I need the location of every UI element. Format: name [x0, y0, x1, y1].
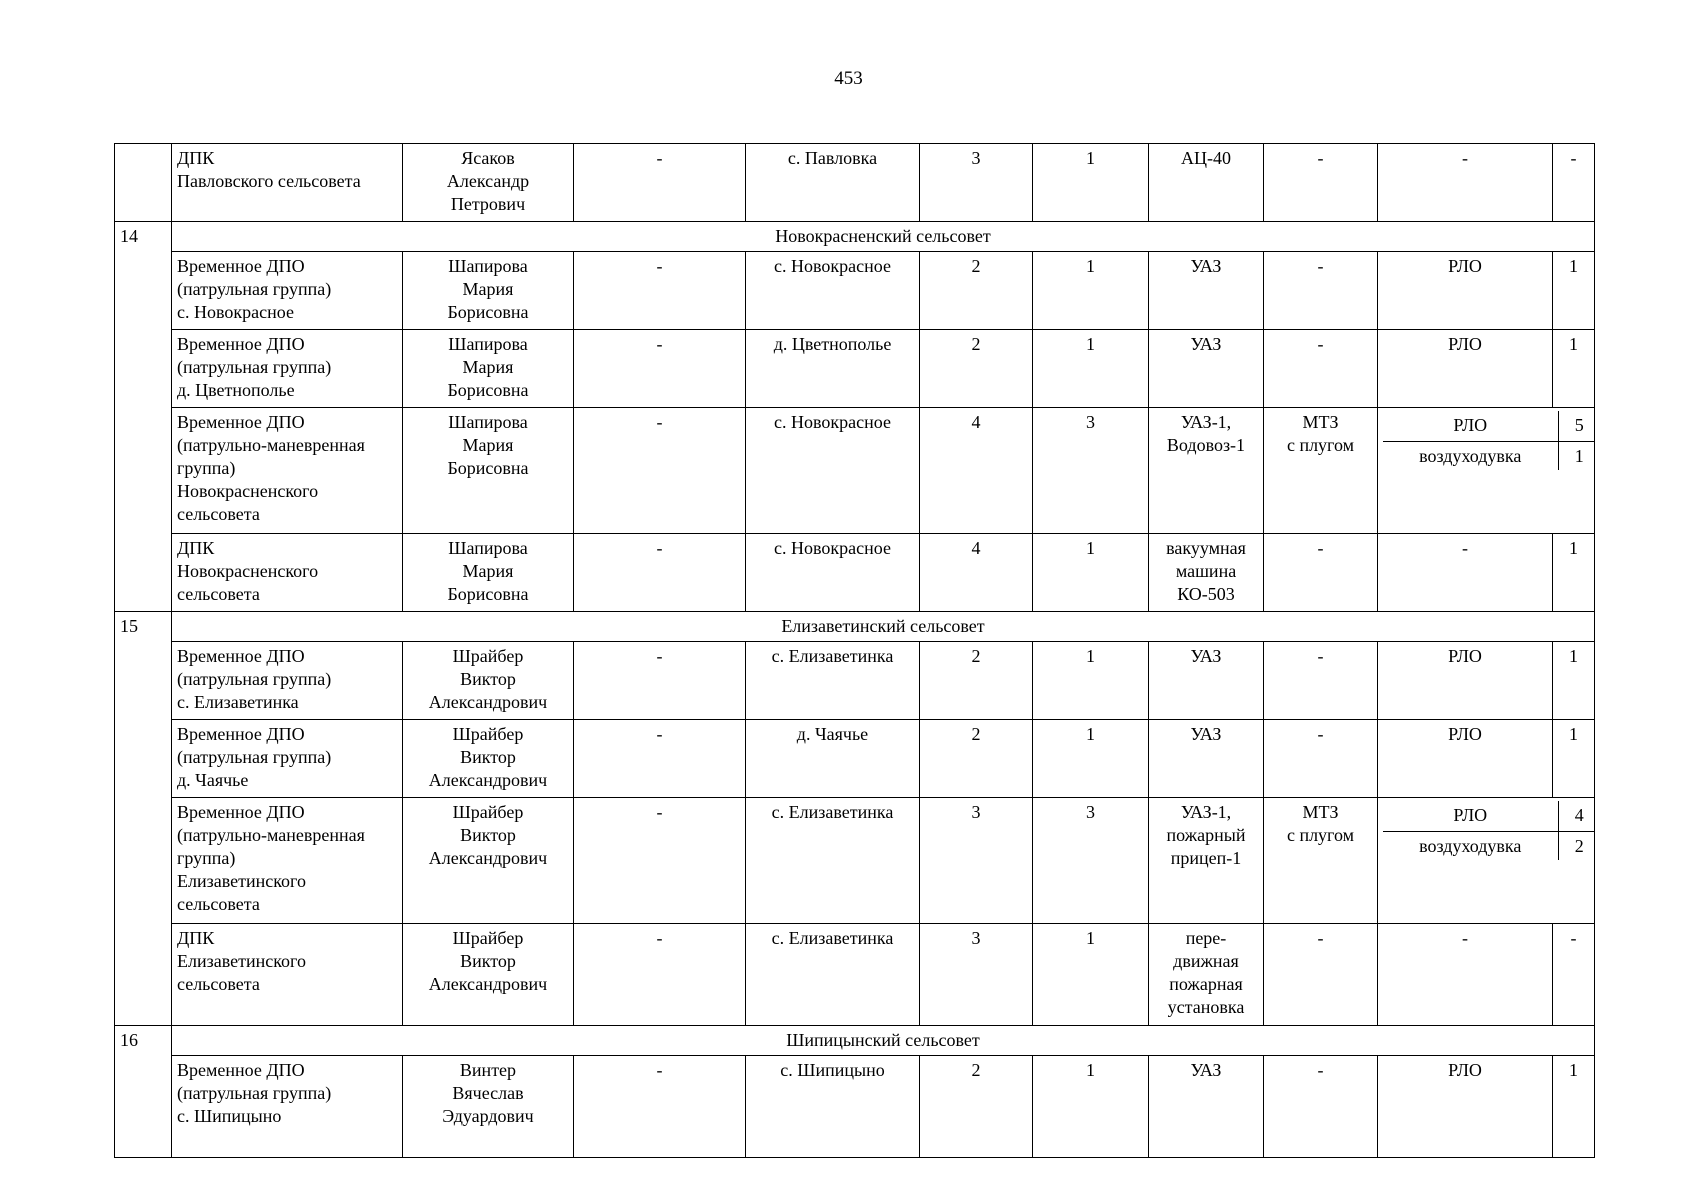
extra-equipment-line: -	[1317, 538, 1324, 558]
equipment-name-cell: РЛО	[1378, 642, 1553, 720]
dash-cell: -	[574, 798, 746, 924]
unit-name-line: д. Цветнополье	[177, 380, 295, 400]
unit-name-line: Временное ДПО	[177, 256, 305, 276]
head-name-line: Виктор	[460, 747, 516, 767]
equipment-name-cell: воздуходувка	[1383, 441, 1558, 470]
extra-equipment-cell	[1264, 642, 1378, 720]
head-name-line: Борисовна	[447, 380, 529, 400]
head-name-cell	[403, 534, 574, 612]
row-number-cell: 14	[115, 222, 172, 612]
dash-cell: -	[574, 252, 746, 330]
people-count-cell: 4	[920, 408, 1033, 534]
vehicle-type-cell	[1149, 144, 1264, 222]
equipment-subtable	[1383, 411, 1595, 470]
extra-equipment-cell	[1264, 408, 1378, 534]
vehicle-type-line: УАЗ-1,	[1180, 412, 1232, 432]
equipment-name-cell: РЛО	[1383, 411, 1558, 441]
head-name-line: Борисовна	[447, 458, 529, 478]
table-row	[115, 408, 1595, 534]
table-row	[115, 924, 1595, 1026]
equipment-name-cell: воздуходувка	[1383, 831, 1558, 860]
dash-cell: -	[574, 1056, 746, 1158]
extra-equipment-cell	[1264, 1056, 1378, 1158]
unit-name-line: (патрульно-маневренная	[177, 435, 365, 455]
head-name-line: Александрович	[428, 692, 548, 712]
unit-name-cell	[172, 642, 403, 720]
section-title: Шипицынский сельсовет	[172, 1026, 1595, 1056]
equipment-name-cell: РЛО	[1378, 720, 1553, 798]
vehicle-type-line: КО-503	[1177, 584, 1235, 604]
unit-name-line: с. Елизаветинка	[177, 692, 299, 712]
unit-name-cell	[172, 330, 403, 408]
section-row	[115, 612, 1595, 642]
head-name-cell	[403, 252, 574, 330]
head-name-line: Шапирова	[448, 334, 528, 354]
unit-name-line: группа)	[177, 458, 236, 478]
dash-cell: -	[574, 642, 746, 720]
unit-name-line: Новокрасненского	[177, 561, 319, 581]
equipment-name-cell: -	[1378, 924, 1553, 1026]
head-name-line: Петрович	[450, 194, 526, 214]
unit-name-line: Новокрасненского	[177, 481, 319, 501]
unit-name-cell	[172, 144, 403, 222]
head-name-line: Мария	[462, 279, 514, 299]
equipment-name-cell: РЛО	[1378, 330, 1553, 408]
unit-name-line: (патрульная группа)	[177, 1083, 332, 1103]
unit-name-line: Временное ДПО	[177, 724, 305, 744]
vehicle-type-cell	[1149, 1056, 1264, 1158]
vehicle-type-cell	[1149, 252, 1264, 330]
vehicle-type-cell	[1149, 924, 1264, 1026]
head-name-line: Мария	[462, 561, 514, 581]
equipment-qty-cell: -	[1553, 924, 1595, 1026]
equipment-row	[1383, 801, 1595, 831]
vehicle-count-cell: 1	[1033, 330, 1149, 408]
head-name-line: Мария	[462, 357, 514, 377]
dash-cell: -	[574, 720, 746, 798]
unit-name-line: Павловского сельсовета	[177, 171, 361, 191]
unit-name-cell	[172, 408, 403, 534]
table-row	[115, 144, 1595, 222]
head-name-line: Виктор	[460, 669, 516, 689]
people-count-cell: 2	[920, 1056, 1033, 1158]
vehicle-count-cell: 1	[1033, 924, 1149, 1026]
head-name-line: Борисовна	[447, 302, 529, 322]
extra-equipment-line: МТЗ	[1302, 412, 1339, 432]
extra-equipment-line: МТЗ	[1302, 802, 1339, 822]
people-count-cell: 2	[920, 720, 1033, 798]
unit-name-line: сельсовета	[177, 894, 260, 914]
vehicle-type-line: УАЗ	[1190, 646, 1222, 666]
row-number-cell	[115, 144, 172, 222]
vehicle-type-line: пере-	[1185, 928, 1227, 948]
equipment-qty-cell: 1	[1553, 534, 1595, 612]
unit-name-line: (патрульно-маневренная	[177, 825, 365, 845]
unit-name-cell	[172, 1056, 403, 1158]
vehicle-type-line: УАЗ-1,	[1180, 802, 1232, 822]
extra-equipment-line: -	[1317, 646, 1324, 666]
equipment-name-cell: РЛО	[1378, 1056, 1553, 1158]
location-cell: с. Елизаветинка	[746, 642, 920, 720]
unit-name-cell	[172, 534, 403, 612]
people-count-cell: 3	[920, 798, 1033, 924]
head-name-line: Виктор	[460, 825, 516, 845]
vehicle-type-line: вакуумная	[1166, 538, 1246, 558]
vehicle-type-line: УАЗ	[1190, 256, 1222, 276]
head-name-cell	[403, 1056, 574, 1158]
vehicle-count-cell: 3	[1033, 798, 1149, 924]
table-body	[115, 144, 1595, 1158]
extra-equipment-cell	[1264, 720, 1378, 798]
unit-name-line: Елизаветинского	[177, 871, 306, 891]
location-cell: с. Новокрасное	[746, 534, 920, 612]
extra-equipment-line: -	[1317, 928, 1324, 948]
equipment-qty-cell: 1	[1553, 642, 1595, 720]
table-row	[115, 798, 1595, 924]
location-cell: с. Новокрасное	[746, 408, 920, 534]
people-count-cell: 2	[920, 642, 1033, 720]
unit-name-line: Елизаветинского	[177, 951, 306, 971]
table-row	[115, 720, 1595, 798]
head-name-line: Шапирова	[448, 412, 528, 432]
vehicle-type-line: установка	[1167, 997, 1245, 1017]
equipment-qty-cell: 1	[1553, 720, 1595, 798]
location-cell: д. Чаячье	[746, 720, 920, 798]
unit-name-line: ДПК	[177, 148, 215, 168]
extra-equipment-cell	[1264, 924, 1378, 1026]
head-name-line: Александр	[446, 171, 530, 191]
people-count-cell: 3	[920, 924, 1033, 1026]
equipment-qty-cell: 1	[1553, 330, 1595, 408]
head-name-line: Александрович	[428, 848, 548, 868]
unit-name-line: (патрульная группа)	[177, 669, 332, 689]
unit-name-line: ДПК	[177, 928, 215, 948]
unit-name-line: Временное ДПО	[177, 412, 305, 432]
equipment-qty-cell: 5	[1558, 411, 1595, 441]
row-number-cell: 15	[115, 612, 172, 1026]
unit-name-line: сельсовета	[177, 584, 260, 604]
unit-name-line: Временное ДПО	[177, 1060, 305, 1080]
fire-units-table	[114, 143, 1595, 1158]
equipment-group-cell	[1378, 408, 1595, 534]
vehicle-type-line: пожарный	[1166, 825, 1246, 845]
unit-name-line: группа)	[177, 848, 236, 868]
vehicle-type-cell	[1149, 798, 1264, 924]
vehicle-type-line: машина	[1175, 561, 1237, 581]
unit-name-line: сельсовета	[177, 974, 260, 994]
equipment-row	[1383, 411, 1595, 441]
extra-equipment-cell	[1264, 534, 1378, 612]
head-name-line: Шапирова	[448, 538, 528, 558]
equipment-qty-cell: 2	[1574, 835, 1584, 856]
extra-equipment-cell	[1264, 252, 1378, 330]
equipment-qty-cell: 4	[1558, 801, 1595, 831]
vehicle-type-line: УАЗ	[1190, 724, 1222, 744]
dash-cell: -	[574, 330, 746, 408]
vehicle-count-cell: 1	[1033, 642, 1149, 720]
equipment-name-cell: РЛО	[1383, 801, 1558, 831]
head-name-line: Виктор	[460, 951, 516, 971]
unit-name-line: с. Шипицыно	[177, 1106, 282, 1126]
extra-equipment-line: -	[1317, 334, 1324, 354]
head-name-line: Ясаков	[461, 148, 515, 168]
location-cell: с. Павловка	[746, 144, 920, 222]
vehicle-type-cell	[1149, 330, 1264, 408]
head-name-line: Шапирова	[448, 256, 528, 276]
head-name-line: Шрайбер	[452, 724, 524, 744]
head-name-line: Шрайбер	[452, 928, 524, 948]
vehicle-count-cell: 3	[1033, 408, 1149, 534]
vehicle-type-cell	[1149, 642, 1264, 720]
people-count-cell: 3	[920, 144, 1033, 222]
vehicle-count-cell: 1	[1033, 720, 1149, 798]
location-cell: с. Елизаветинка	[746, 924, 920, 1026]
head-name-line: Мария	[462, 435, 514, 455]
vehicle-type-line: Водовоз-1	[1166, 435, 1246, 455]
unit-name-line: (патрульная группа)	[177, 747, 332, 767]
table-row	[115, 1056, 1595, 1158]
dash-cell: -	[574, 534, 746, 612]
extra-equipment-cell	[1264, 330, 1378, 408]
row-number-cell: 16	[115, 1026, 172, 1158]
section-row	[115, 1026, 1595, 1056]
equipment-name-cell: -	[1378, 534, 1553, 612]
vehicle-type-line: УАЗ	[1190, 334, 1222, 354]
equipment-group-cell	[1378, 798, 1595, 924]
unit-name-cell	[172, 252, 403, 330]
unit-name-line: Временное ДПО	[177, 334, 305, 354]
page-number: 453	[834, 68, 863, 89]
table-row	[115, 330, 1595, 408]
people-count-cell: 2	[920, 330, 1033, 408]
section-title: Елизаветинский сельсовет	[172, 612, 1595, 642]
extra-equipment-line: -	[1317, 724, 1324, 744]
vehicle-type-line: УАЗ	[1190, 1060, 1222, 1080]
table-row	[115, 642, 1595, 720]
vehicle-type-cell	[1149, 408, 1264, 534]
head-name-line: Борисовна	[447, 584, 529, 604]
unit-name-line: д. Чаячье	[177, 770, 249, 790]
equipment-row	[1383, 441, 1595, 470]
head-name-cell	[403, 144, 574, 222]
dash-cell: -	[574, 924, 746, 1026]
head-name-cell	[403, 408, 574, 534]
head-name-line: Вячеслав	[452, 1083, 524, 1103]
vehicle-type-cell	[1149, 534, 1264, 612]
extra-equipment-cell	[1264, 798, 1378, 924]
people-count-cell: 2	[920, 252, 1033, 330]
vehicle-type-line: движная	[1173, 951, 1239, 971]
vehicle-type-line: АЦ-40	[1181, 148, 1231, 168]
unit-name-line: (патрульная группа)	[177, 357, 332, 377]
vehicle-type-cell	[1149, 720, 1264, 798]
unit-name-line: Временное ДПО	[177, 802, 305, 822]
head-name-line: Александрович	[428, 770, 548, 790]
location-cell: с. Шипицыно	[746, 1056, 920, 1158]
extra-equipment-line: -	[1317, 148, 1324, 168]
location-cell: с. Новокрасное	[746, 252, 920, 330]
section-title: Новокрасненский сельсовет	[172, 222, 1595, 252]
unit-name-line: с. Новокрасное	[177, 302, 294, 322]
people-count-cell: 4	[920, 534, 1033, 612]
vehicle-count-cell: 1	[1033, 252, 1149, 330]
unit-name-cell	[172, 924, 403, 1026]
dash-cell: -	[574, 408, 746, 534]
equipment-qty-cell: 1	[1574, 445, 1584, 466]
unit-name-line: Временное ДПО	[177, 646, 305, 666]
vehicle-count-cell: 1	[1033, 144, 1149, 222]
equipment-qty-cell: 1	[1553, 252, 1595, 330]
equipment-name-cell: РЛО	[1378, 252, 1553, 330]
vehicle-type-line: прицеп-1	[1170, 848, 1242, 868]
unit-name-cell	[172, 720, 403, 798]
equipment-name-cell: -	[1378, 144, 1553, 222]
head-name-line: Винтер	[459, 1060, 517, 1080]
location-cell: д. Цветнополье	[746, 330, 920, 408]
location-cell: с. Елизаветинка	[746, 798, 920, 924]
vehicle-count-cell: 1	[1033, 534, 1149, 612]
head-name-line: Шрайбер	[452, 646, 524, 666]
head-name-cell	[403, 924, 574, 1026]
extra-equipment-line: -	[1317, 1060, 1324, 1080]
head-name-cell	[403, 798, 574, 924]
head-name-cell	[403, 330, 574, 408]
unit-name-line: сельсовета	[177, 504, 260, 524]
equipment-subtable	[1383, 801, 1595, 860]
head-name-line: Александрович	[428, 974, 548, 994]
extra-equipment-cell	[1264, 144, 1378, 222]
unit-name-line: (патрульная группа)	[177, 279, 332, 299]
unit-name-line: ДПК	[177, 538, 215, 558]
head-name-cell	[403, 720, 574, 798]
extra-equipment-line: с плугом	[1286, 825, 1355, 845]
dash-cell: -	[574, 144, 746, 222]
unit-name-cell	[172, 798, 403, 924]
vehicle-count-cell: 1	[1033, 1056, 1149, 1158]
table-row	[115, 252, 1595, 330]
head-name-cell	[403, 642, 574, 720]
table-row	[115, 534, 1595, 612]
equipment-qty-cell: -	[1553, 144, 1595, 222]
head-name-line: Эдуардович	[442, 1106, 534, 1126]
section-row	[115, 222, 1595, 252]
extra-equipment-line: -	[1317, 256, 1324, 276]
vehicle-type-line: пожарная	[1169, 974, 1243, 994]
equipment-row	[1383, 831, 1595, 860]
head-name-line: Шрайбер	[452, 802, 524, 822]
extra-equipment-line: с плугом	[1286, 435, 1355, 455]
equipment-qty-cell: 1	[1553, 1056, 1595, 1158]
